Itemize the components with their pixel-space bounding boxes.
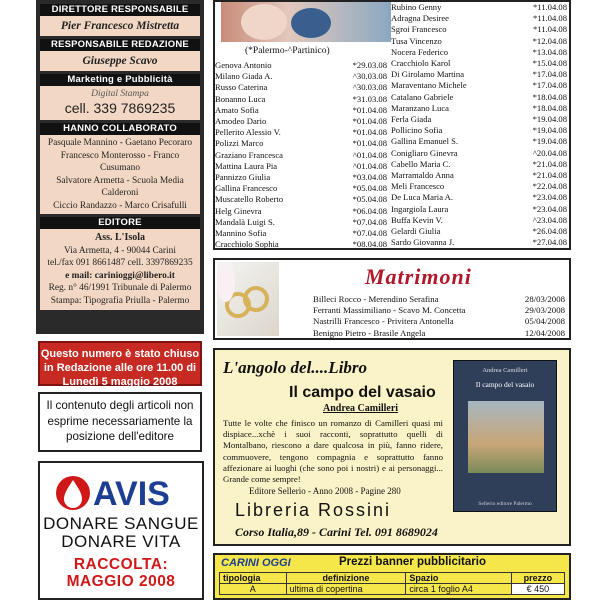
collab-line: Francesco Monterosso - Franco Cusumano xyxy=(60,150,180,173)
birth-entry-name: Maranzano Luca xyxy=(391,102,449,113)
closed-notice: Questo numero è stato chiuso in Redazione alle ore 11.00 di Lunedì 5 maggio 2008 xyxy=(38,341,202,386)
birth-entry-name: Polizzi Marco xyxy=(215,138,264,149)
collab-line: Pasquale Mannino - Gaetano Pecoraro xyxy=(47,138,193,148)
director-name: Pier Francesco Mistretta xyxy=(40,16,200,36)
baby-photo xyxy=(221,2,391,42)
book-title: Il campo del vasaio xyxy=(289,384,436,401)
publisher-line: Via Armetta, 4 - 90044 Carini xyxy=(64,245,176,256)
birth-entry-date: *22.04.08 xyxy=(532,181,567,192)
avis-ad xyxy=(38,461,204,600)
birth-entry-date: *31.03.08 xyxy=(352,93,387,104)
editor-name: Giuseppe Scavo xyxy=(40,51,200,71)
birth-entry-date: *01.04.08 xyxy=(352,138,387,149)
birth-entry xyxy=(215,150,387,161)
marketing-company: Digital Stampa xyxy=(91,89,149,99)
avis-line: DONARE VITA xyxy=(61,532,181,551)
prices-cell: circa 1 foglio A4 xyxy=(406,584,512,595)
book-cover xyxy=(453,360,557,512)
birth-entry-date: *11.04.08 xyxy=(532,2,567,12)
birth-entry xyxy=(391,36,567,47)
prices-title: Prezzi banner pubblicitario xyxy=(339,556,486,568)
birth-entry xyxy=(215,161,387,172)
birth-entry-name: Mannino Sofia xyxy=(215,228,267,239)
birth-entry-date: ^01.04.08 xyxy=(352,160,387,171)
birth-entry-name: Mandalà Luigi S. xyxy=(215,216,275,227)
wedding-entry-date: 05/04/2008 xyxy=(524,316,565,327)
birth-entry-date: *11.04.08 xyxy=(532,24,567,35)
birth-entry xyxy=(215,217,387,228)
publisher-box xyxy=(40,229,200,310)
birth-entry-name: Mattina Laura Pia xyxy=(215,160,278,171)
birth-entry-name: Gelardi Giulia xyxy=(391,226,441,237)
birth-entry xyxy=(215,105,387,116)
birth-entry-date: *19.04.08 xyxy=(532,125,567,136)
birth-entry-name: Russo Caterina xyxy=(215,82,268,93)
birth-entry-name: Gallina Emanuel S. xyxy=(391,136,459,147)
prices-cell: A xyxy=(220,584,287,595)
birth-entry-date: *27.04.08 xyxy=(532,237,567,248)
collab-header: HANNO COLLABORATO xyxy=(40,123,200,135)
birth-entry-name: Sardo Giovanna J. xyxy=(391,237,455,248)
birth-entry xyxy=(391,181,567,192)
birth-entry-date: *12.04.08 xyxy=(532,35,567,46)
birth-entry-name: Nocera Federico xyxy=(391,46,449,57)
birth-entry-name: Cracchiolo Sophia xyxy=(215,239,279,250)
birth-entry xyxy=(215,183,387,194)
birth-entry-date: *15.04.08 xyxy=(532,58,567,69)
director-header: DIRETTORE RESPONSABILE xyxy=(40,4,200,16)
birth-entry xyxy=(391,159,567,170)
birth-entry-name: Genova Antonio xyxy=(215,60,272,70)
wedding-entry-date: 28/03/2008 xyxy=(524,294,565,304)
wedding-entry-name: Nastrilli Francesco - Privitera Antonella xyxy=(313,316,454,327)
marketing-header: Marketing e Pubblicità xyxy=(40,74,200,86)
birth-entry xyxy=(215,228,387,239)
rings-photo xyxy=(217,262,279,336)
book-publisher-info: Editore Sellerio - Anno 2008 - Pagine 280 xyxy=(249,486,401,496)
prices-logo: CARINI OGGI xyxy=(221,557,291,569)
birth-entry-name: Sgroi Francesco xyxy=(391,24,447,35)
birth-entry-name: Amato Sofia xyxy=(215,104,259,115)
birth-entry-date: *01.04.08 xyxy=(352,116,387,127)
birth-entry xyxy=(215,194,387,205)
wedding-entry xyxy=(313,294,565,305)
birth-entry xyxy=(215,71,387,82)
avis-logo-icon xyxy=(53,473,189,513)
birth-entry xyxy=(391,136,567,147)
weddings-title: Matrimoni xyxy=(365,264,472,289)
birth-entry-name: Buffa Kevin V. xyxy=(391,214,443,225)
prices-header-cell: Spazio xyxy=(406,573,512,584)
birth-entry-name: Tusa Vincenzo xyxy=(391,35,442,46)
birth-entry-name: Cabello Maria C. xyxy=(391,158,451,169)
birth-entry xyxy=(391,92,567,103)
birth-entry-name: Conigliaro Ginevra xyxy=(391,147,458,158)
birth-entry-date: *18.04.08 xyxy=(532,91,567,102)
prices-box xyxy=(213,553,571,600)
birth-entry-name: Rubino Genny xyxy=(391,2,442,12)
birth-entry-date: *08.04.08 xyxy=(352,239,387,250)
cover-author: Andrea Camilleri xyxy=(482,367,528,374)
birth-entry xyxy=(391,226,567,237)
avis-date: MAGGIO 2008 xyxy=(66,573,176,590)
birth-entry-name: Helg Ginevra xyxy=(215,205,262,216)
birth-entry xyxy=(391,47,567,58)
photo-caption: (*Palermo-^Partinico) xyxy=(245,46,330,56)
book-author: Andrea Camilleri xyxy=(323,403,399,414)
wedding-entry xyxy=(313,316,565,327)
birth-entry xyxy=(391,2,567,13)
births-list-right xyxy=(391,2,567,248)
book-section-title: L'angolo del....Libro xyxy=(223,358,368,377)
birth-entry-date: *01.04.08 xyxy=(352,104,387,115)
prices-header-cell: tipologia xyxy=(220,573,287,584)
weddings-box xyxy=(213,258,571,340)
birth-entry-name: Graziano Francesca xyxy=(215,149,283,160)
publisher-line: tel./fax 091 8661487 cell. 3397869235 xyxy=(47,258,193,268)
birth-entry xyxy=(391,13,567,24)
collab-line: Salvatore Armetta - Scuola Media Calderoni xyxy=(56,175,184,198)
wedding-entry xyxy=(313,328,565,339)
wedding-entry-date: 12/04/2008 xyxy=(524,327,565,338)
birth-entry xyxy=(391,114,567,125)
prices-row xyxy=(220,584,565,595)
birth-entry-date: *07.04.08 xyxy=(352,228,387,239)
cover-title: Il campo del vasaio xyxy=(475,380,535,389)
birth-entry xyxy=(215,82,387,93)
birth-entry xyxy=(391,58,567,69)
birth-entry-date: *06.04.08 xyxy=(352,205,387,216)
avis-collection: RACCOLTA: xyxy=(73,556,169,573)
birth-entry-date: *03.04.08 xyxy=(352,172,387,183)
birth-entry xyxy=(391,80,567,91)
book-review: Tutte le volte che finisco un romanzo di Camilleri quasi mi dispiace...xchè i suoi racconti, soprattutto quelli di Montalbano, riescono a dare qualcosa in più, fanno ridere, commuovere, tengono compagnia e soprattutto fanno affezionare ai luoghi (che sono poi i nostri) e ai personaggi... Grande come sempre! xyxy=(223,418,443,485)
avis-logo-text: AVIS xyxy=(93,475,170,513)
weddings-list xyxy=(313,294,565,339)
birth-entry-date: *19.04.08 xyxy=(532,136,567,147)
birth-entry xyxy=(215,127,387,138)
birth-entry xyxy=(391,69,567,80)
birth-entry xyxy=(391,24,567,35)
birth-entry-date: *05.04.08 xyxy=(352,194,387,205)
birth-entry-name: Di Girolamo Martina xyxy=(391,69,465,80)
cover-publisher: Sellerio editore Palermo xyxy=(478,501,532,507)
birth-entry xyxy=(391,192,567,203)
birth-entry-name: Cracchiolo Karol xyxy=(391,58,451,69)
disclaimer: Il contenuto degli articoli non esprime necessariamente la posizione dell'editore xyxy=(38,392,202,452)
birth-entry-name: Muscatello Roberto xyxy=(215,194,284,205)
editor-header: RESPONSABILE REDAZIONE xyxy=(40,39,200,51)
marketing-box xyxy=(40,86,200,120)
birth-entry xyxy=(215,94,387,105)
birth-entry xyxy=(391,237,567,248)
birth-entry-name: Maraventano Michele xyxy=(391,80,467,91)
collab-list xyxy=(40,135,200,214)
birth-entry-date: *05.04.08 xyxy=(352,183,387,194)
birth-entry-name: Amodeo Dario xyxy=(215,116,267,127)
birth-entry-date: *18.04.08 xyxy=(532,102,567,113)
birth-entry-date: ^23.04.08 xyxy=(532,214,567,225)
prices-cell: € 450 xyxy=(511,584,564,595)
births-box xyxy=(213,0,571,250)
avis-logo xyxy=(40,471,202,515)
shop-address: Corso Italia,89 - Carini Tel. 091 8689024 xyxy=(235,525,438,539)
publisher-email: e mail: carinioggi@libero.it xyxy=(65,270,175,281)
publisher-header: EDITORE xyxy=(40,217,200,229)
collab-line: Ciccio Randazzo - Marco Crisafulli xyxy=(53,200,187,211)
birth-entry-date: ^01.04.08 xyxy=(352,149,387,160)
prices-cell: ultima di copertina xyxy=(286,584,406,595)
prices-header-row xyxy=(220,573,565,584)
birth-entry-name: Pellerito Alessio V. xyxy=(215,127,281,138)
prices-header-cell: prezzo xyxy=(511,573,564,584)
wedding-entry-name: Billeci Rocco - Merendino Serafina xyxy=(313,294,439,304)
publisher-name: Ass. L'Isola xyxy=(94,232,145,243)
book-box xyxy=(213,348,571,546)
birth-entry-date: *11.04.08 xyxy=(532,13,567,24)
birth-entry-date: *13.04.08 xyxy=(532,46,567,57)
birth-entry-date: *19.04.08 xyxy=(532,114,567,125)
birth-entry-name: Marramaldo Anna xyxy=(391,170,454,181)
birth-entry-name: Ingargiola Laura xyxy=(391,203,449,214)
marketing-phone: cell. 339 7869235 xyxy=(64,100,176,116)
birth-entry xyxy=(215,138,387,149)
births-list-left xyxy=(215,60,387,250)
birth-entry-date: ^30.03.08 xyxy=(352,82,387,93)
birth-entry-date: *07.04.08 xyxy=(352,216,387,227)
birth-entry-date: ^20.04.08 xyxy=(532,147,567,158)
prices-table xyxy=(219,572,565,595)
wedding-entry-name: Ferranti Massimiliano - Scavo M. Concetta xyxy=(313,305,466,316)
birth-entry xyxy=(391,103,567,114)
birth-entry-name: Meli Francesco xyxy=(391,181,445,192)
cover-painting xyxy=(468,401,544,473)
birth-entry xyxy=(215,206,387,217)
birth-entry-date: ^30.03.08 xyxy=(352,71,387,82)
wedding-entry xyxy=(313,305,565,316)
birth-entry-name: Milano Giada A. xyxy=(215,71,273,82)
birth-entry-name: Pollicino Sofia xyxy=(391,125,443,136)
birth-entry-name: Catalano Gabriele xyxy=(391,91,454,102)
birth-entry-date: *21.04.08 xyxy=(532,170,567,181)
birth-entry-name: Bonanno Luca xyxy=(215,93,266,104)
birth-entry-date: *17.04.08 xyxy=(532,80,567,91)
birth-entry-date: *17.04.08 xyxy=(532,69,567,80)
birth-entry xyxy=(215,239,387,250)
birth-entry xyxy=(391,170,567,181)
birth-entry-date: *23.04.08 xyxy=(532,203,567,214)
prices-header-cell: definizione xyxy=(286,573,406,584)
birth-entry-name: Ferla Giada xyxy=(391,114,432,125)
birth-entry xyxy=(391,215,567,226)
publisher-line: Stampa: Tipografia Priulla - Palermo xyxy=(50,295,190,306)
birth-entry-date: *29.03.08 xyxy=(352,60,387,70)
birth-entry-name: Pannizzo Giulia xyxy=(215,172,271,183)
birth-entry xyxy=(215,60,387,71)
wedding-entry-date: 29/03/2008 xyxy=(524,305,565,316)
birth-entry xyxy=(391,148,567,159)
birth-entry-name: De Luca Maria A. xyxy=(391,192,454,203)
birth-entry xyxy=(391,125,567,136)
birth-entry xyxy=(391,204,567,215)
publisher-line: Reg. n° 46/1991 Tribunale di Palermo xyxy=(48,283,192,293)
birth-entry-date: *23.04.08 xyxy=(532,192,567,203)
birth-entry-name: Adragna Desiree xyxy=(391,13,449,24)
birth-entry xyxy=(215,116,387,127)
birth-entry-date: *21.04.08 xyxy=(532,158,567,169)
wedding-entry-name: Benigno Pietro - Brasile Angela xyxy=(313,327,426,338)
birth-entry-date: *01.04.08 xyxy=(352,127,387,138)
shop-name: Libreria Rossini xyxy=(235,500,392,520)
birth-entry-name: Gallina Francesco xyxy=(215,183,278,194)
birth-entry xyxy=(215,172,387,183)
birth-entry-date: *26.04.08 xyxy=(532,226,567,237)
staff-box xyxy=(36,0,204,334)
avis-line: DONARE SANGUE xyxy=(43,514,199,533)
